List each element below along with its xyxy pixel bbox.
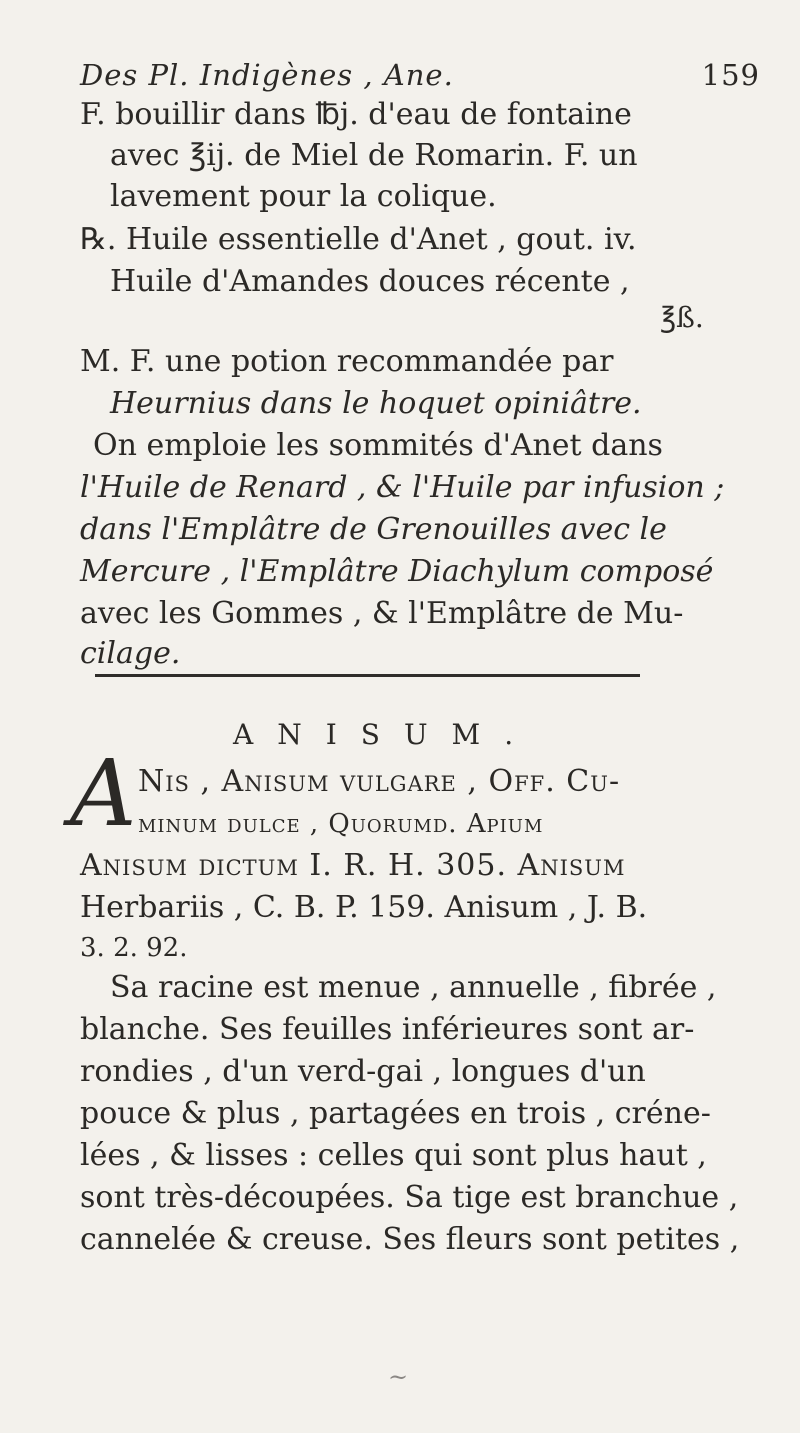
synonym-line: minum dulce , Quorumd. Apium xyxy=(138,809,544,839)
page-number: 159 xyxy=(701,58,760,92)
text-line: Heurnius dans le hoquet opiniâtre. xyxy=(110,386,642,421)
header-title: Des Pl. Indigènes , Ane. xyxy=(80,58,454,92)
text-line: Huile d'Amandes douces récente , xyxy=(110,264,630,299)
text-line: avec ℥ij. de Miel de Romarin. F. un xyxy=(110,138,638,173)
text-line: On emploie les sommités d'Anet dans xyxy=(93,428,663,463)
text-line: dans l'Emplâtre de Grenouilles avec le xyxy=(80,512,667,547)
body-line: sont très-découpées. Sa tige est branchue , xyxy=(80,1180,739,1215)
text-line: F. bouillir dans ℔j. d'eau de fontaine xyxy=(80,97,632,132)
text-line: Mercure , l'Emplâtre Diachylum composé xyxy=(80,554,714,589)
ink-mark-icon: ~ xyxy=(388,1363,409,1391)
text-line: cilage. xyxy=(80,636,181,671)
section-divider xyxy=(95,674,640,677)
synonym-line: Anisum dictum I. R. H. 305. Anisum xyxy=(80,848,626,883)
section-title: ANISUM. xyxy=(233,718,538,751)
text-line: avec les Gommes , & l'Emplâtre de Mu- xyxy=(80,596,684,631)
synonym-line: Nis , Anisum vulgare , Off. Cu- xyxy=(138,764,621,799)
body-line: pouce & plus , partagées en trois , créne- xyxy=(80,1096,711,1131)
text-line: ℥ß. xyxy=(660,301,704,334)
text-line: l'Huile de Renard , & l'Huile par infusion ; xyxy=(80,470,725,505)
body-line: rondies , d'un verd-gai , longues d'un xyxy=(80,1054,646,1089)
body-line: cannelée & creuse. Ses fleurs sont petites , xyxy=(80,1222,740,1257)
text-line: lavement pour la colique. xyxy=(110,179,497,214)
synonym-line: Herbariis , C. B. P. 159. Anisum , J. B. xyxy=(80,890,648,925)
synonym-line: 3. 2. 92. xyxy=(80,933,188,963)
drop-cap: A xyxy=(70,740,137,847)
text-line: M. F. une potion recommandée par xyxy=(80,344,614,379)
text-line: ℞. Huile essentielle d'Anet , gout. iv. xyxy=(80,222,637,257)
body-line: Sa racine est menue , annuelle , fibrée , xyxy=(110,970,717,1005)
running-header xyxy=(80,58,760,92)
body-line: lées , & lisses : celles qui sont plus haut , xyxy=(80,1138,707,1173)
body-line: blanche. Ses feuilles inférieures sont ar- xyxy=(80,1012,695,1047)
